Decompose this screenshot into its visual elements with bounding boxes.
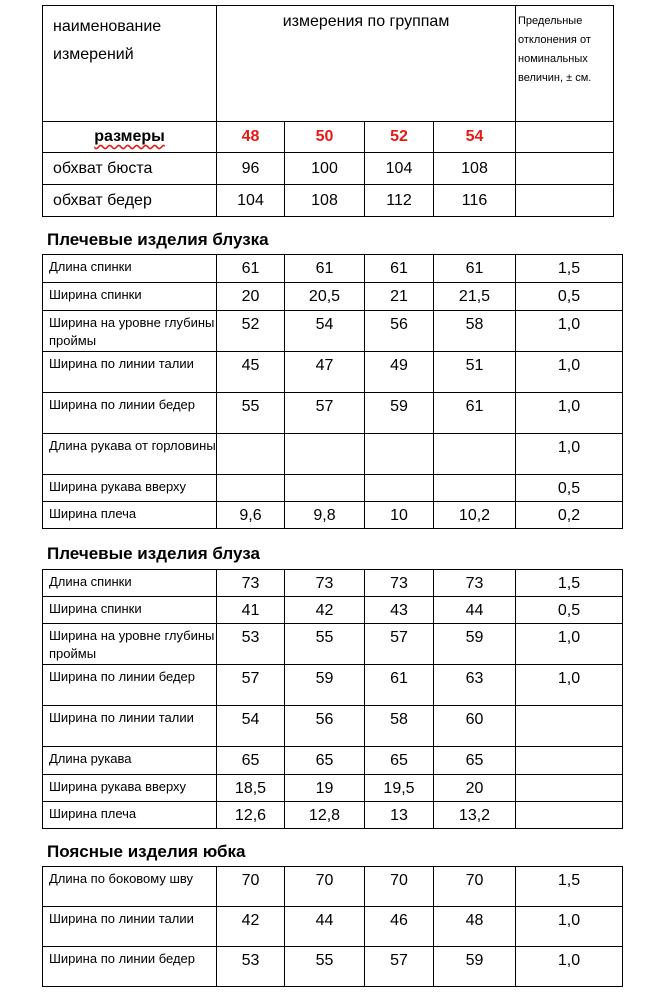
deviation-heading: Предельные отклонения от номинальных величин, ± см.	[516, 6, 614, 122]
value-cell: 41	[217, 597, 285, 624]
deviation-cell	[516, 747, 623, 775]
value-cell: 48	[434, 907, 516, 947]
deviation-cell: 1,5	[516, 867, 623, 907]
value-cell: 61	[365, 665, 434, 706]
row-label: обхват бедер	[43, 185, 217, 217]
row-label: Ширина по линии бедер	[43, 947, 217, 987]
deviation-cell: 1,0	[516, 393, 623, 434]
table-row	[43, 570, 623, 597]
row-label: Ширина по линии талии	[43, 706, 217, 747]
row-label: обхват бюста	[43, 153, 217, 185]
value-cell: 70	[285, 867, 365, 907]
value-cell: 58	[365, 706, 434, 747]
table-row	[43, 947, 623, 987]
deviation-cell: 1,0	[516, 665, 623, 706]
value-cell: 65	[217, 747, 285, 775]
value-cell	[285, 434, 365, 475]
value-cell: 108	[285, 185, 365, 217]
value-cell: 60	[434, 706, 516, 747]
name-heading: наименование измерений	[43, 6, 217, 122]
value-cell: 57	[365, 947, 434, 987]
value-cell: 18,5	[217, 775, 285, 802]
sizes-row	[43, 122, 614, 153]
row-label: Длина спинки	[43, 255, 217, 283]
value-cell	[434, 475, 516, 502]
table-row	[43, 907, 623, 947]
value-cell: 19	[285, 775, 365, 802]
value-cell: 21,5	[434, 283, 516, 311]
row-label: Ширина по линии талии	[43, 907, 217, 947]
value-cell: 59	[365, 393, 434, 434]
sizes-label-cell	[43, 122, 217, 153]
section-title-skirt: Поясные изделия юбка	[47, 842, 246, 861]
deviation-cell: 0,5	[516, 283, 623, 311]
value-cell: 57	[285, 393, 365, 434]
value-cell: 21	[365, 283, 434, 311]
table-row	[43, 475, 623, 502]
value-cell: 58	[434, 311, 516, 352]
table-row	[43, 624, 623, 665]
table-row	[43, 393, 623, 434]
value-cell: 59	[434, 624, 516, 665]
value-cell: 112	[365, 185, 434, 217]
value-cell: 70	[217, 867, 285, 907]
deviation-cell: 1,0	[516, 311, 623, 352]
value-cell: 116	[434, 185, 516, 217]
value-cell: 10,2	[434, 502, 516, 529]
row-label: Длина по боковому шву	[43, 867, 217, 907]
blouse-shirt-table	[42, 569, 623, 829]
value-cell: 45	[217, 352, 285, 393]
table-row	[43, 747, 623, 775]
value-cell: 13	[365, 802, 434, 829]
row-label: Ширина плеча	[43, 502, 217, 529]
deviation-cell: 1,0	[516, 352, 623, 393]
skirt-table	[42, 866, 623, 987]
table-row	[43, 706, 623, 747]
row-label: Ширина на уровне глубины проймы	[43, 624, 217, 665]
table-row	[43, 502, 623, 529]
value-cell: 100	[285, 153, 365, 185]
sizes-label: размеры	[94, 128, 165, 145]
value-cell: 55	[285, 624, 365, 665]
deviation-cell: 0,2	[516, 502, 623, 529]
section-title-blouse: Плечевые изделия блузка	[47, 230, 269, 249]
value-cell: 20	[217, 283, 285, 311]
value-cell	[217, 434, 285, 475]
table-row	[43, 352, 623, 393]
value-cell: 55	[217, 393, 285, 434]
value-cell: 9,8	[285, 502, 365, 529]
value-cell: 61	[365, 255, 434, 283]
value-cell: 54	[217, 706, 285, 747]
row-label: Длина рукава от горловины	[43, 434, 217, 475]
value-cell: 44	[285, 907, 365, 947]
value-cell: 10	[365, 502, 434, 529]
value-cell	[365, 475, 434, 502]
table-row	[43, 867, 623, 907]
value-cell: 13,2	[434, 802, 516, 829]
value-cell: 73	[285, 570, 365, 597]
value-cell: 9,6	[217, 502, 285, 529]
value-cell: 61	[217, 255, 285, 283]
deviation-cell	[516, 775, 623, 802]
sizes-header-table	[42, 5, 614, 217]
size-54: 54	[434, 122, 516, 153]
table-row	[43, 283, 623, 311]
value-cell: 44	[434, 597, 516, 624]
value-cell: 42	[217, 907, 285, 947]
hips-row	[43, 185, 614, 217]
value-cell: 20,5	[285, 283, 365, 311]
value-cell: 59	[434, 947, 516, 987]
value-cell: 96	[217, 153, 285, 185]
value-cell	[285, 475, 365, 502]
size-50: 50	[285, 122, 365, 153]
blouse-table	[42, 254, 623, 529]
table-row	[43, 255, 623, 283]
row-label: Ширина плеча	[43, 802, 217, 829]
value-cell: 73	[217, 570, 285, 597]
value-cell: 57	[217, 665, 285, 706]
value-cell: 12,8	[285, 802, 365, 829]
size-52: 52	[365, 122, 434, 153]
value-cell: 57	[365, 624, 434, 665]
value-cell: 53	[217, 947, 285, 987]
value-cell: 47	[285, 352, 365, 393]
value-cell: 104	[217, 185, 285, 217]
value-cell: 19,5	[365, 775, 434, 802]
value-cell: 104	[365, 153, 434, 185]
deviation-cell	[516, 706, 623, 747]
row-label: Длина рукава	[43, 747, 217, 775]
value-cell: 59	[285, 665, 365, 706]
header-row	[43, 6, 614, 122]
size-48: 48	[217, 122, 285, 153]
row-label: Ширина на уровне глубины проймы	[43, 311, 217, 352]
empty-cell	[516, 153, 614, 185]
value-cell: 70	[365, 867, 434, 907]
value-cell: 61	[285, 255, 365, 283]
row-label: Ширина спинки	[43, 597, 217, 624]
value-cell: 63	[434, 665, 516, 706]
row-label: Ширина по линии бедер	[43, 665, 217, 706]
value-cell: 52	[217, 311, 285, 352]
value-cell: 65	[365, 747, 434, 775]
groups-heading: измерения по группам	[217, 6, 516, 122]
value-cell: 61	[434, 393, 516, 434]
row-label: Ширина рукава вверху	[43, 775, 217, 802]
value-cell	[217, 475, 285, 502]
deviation-cell: 0,5	[516, 475, 623, 502]
value-cell: 43	[365, 597, 434, 624]
value-cell: 56	[365, 311, 434, 352]
row-label: Ширина рукава вверху	[43, 475, 217, 502]
deviation-cell: 1,0	[516, 434, 623, 475]
deviation-cell	[516, 802, 623, 829]
deviation-cell: 1,5	[516, 570, 623, 597]
value-cell: 20	[434, 775, 516, 802]
table-row	[43, 665, 623, 706]
deviation-cell: 0,5	[516, 597, 623, 624]
row-label: Ширина по линии талии	[43, 352, 217, 393]
value-cell: 12,6	[217, 802, 285, 829]
table-row	[43, 434, 623, 475]
value-cell	[365, 434, 434, 475]
table-row	[43, 802, 623, 829]
value-cell	[434, 434, 516, 475]
value-cell: 70	[434, 867, 516, 907]
row-label: Длина спинки	[43, 570, 217, 597]
table-row	[43, 597, 623, 624]
deviation-cell: 1,5	[516, 255, 623, 283]
table-row	[43, 311, 623, 352]
value-cell: 51	[434, 352, 516, 393]
section-title-blouse-shirt: Плечевые изделия блуза	[47, 544, 260, 563]
value-cell: 53	[217, 624, 285, 665]
value-cell: 54	[285, 311, 365, 352]
deviation-cell: 1,0	[516, 907, 623, 947]
value-cell: 46	[365, 907, 434, 947]
value-cell: 65	[434, 747, 516, 775]
bust-row	[43, 153, 614, 185]
table-row	[43, 775, 623, 802]
empty-cell	[516, 185, 614, 217]
value-cell: 56	[285, 706, 365, 747]
value-cell: 55	[285, 947, 365, 987]
value-cell: 49	[365, 352, 434, 393]
row-label: Ширина по линии бедер	[43, 393, 217, 434]
value-cell: 73	[434, 570, 516, 597]
deviation-cell: 1,0	[516, 624, 623, 665]
value-cell: 65	[285, 747, 365, 775]
value-cell: 73	[365, 570, 434, 597]
value-cell: 61	[434, 255, 516, 283]
deviation-cell: 1,0	[516, 947, 623, 987]
empty-cell	[516, 122, 614, 153]
row-label: Ширина спинки	[43, 283, 217, 311]
value-cell: 108	[434, 153, 516, 185]
value-cell: 42	[285, 597, 365, 624]
